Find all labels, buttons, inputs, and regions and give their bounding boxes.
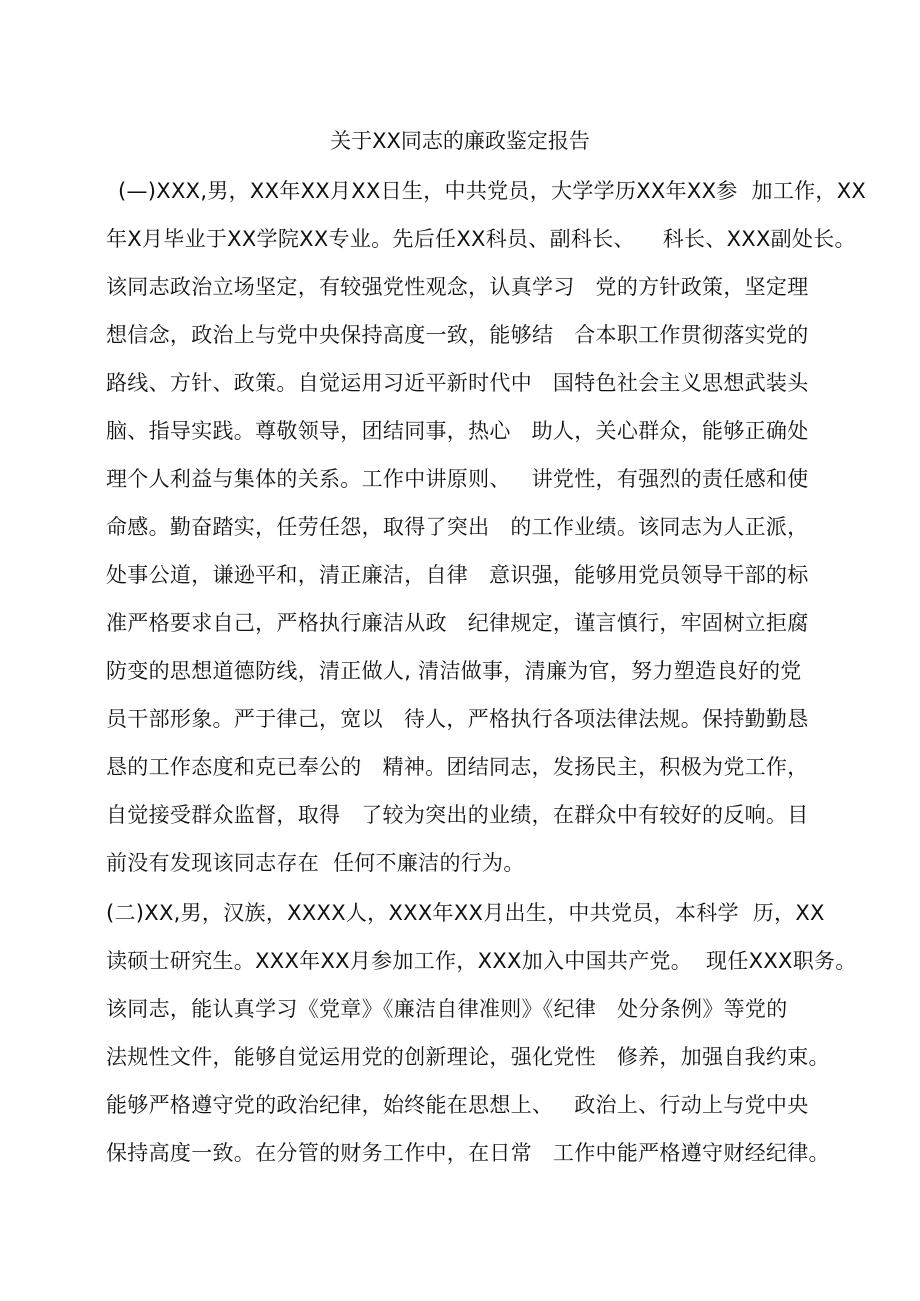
section1-line-15: 前没有发现该同志存在 任何不廉洁的行为。 [106,851,525,875]
section1-line-2: 年X月毕业于XX学院XX专业。先后任XX科员、副科长、 科长、XXX副处长。 [106,227,856,251]
document-title: 关于XX同志的廉政鉴定报告 [330,129,590,153]
section2-line-3: 该同志，能认真学习《党章》《廉洁自律准则》《纪律 处分条例》等党的 [106,997,788,1021]
section1-line-7: 理个人利益与集体的关系。工作中讲原则、 讲党性，有强烈的责任感和使 [106,467,809,491]
section1-line-3: 该同志政治立场坚定，有较强党性观念，认真学习 党的方针政策，坚定理 [106,275,809,299]
section1-line-12: 员干部形象。严于律己，宽以 待人，严格执行各项法律法规。保持勤勤恳 [106,707,809,731]
section1-line-10: 准严格要求自己，严格执行廉洁从政 纪律规定，谨言慎行，牢固树立拒腐 [106,611,809,635]
section1-line-11: 防变的思想道德防线，清正做人, 清洁做事，清廉为官，努力塑造良好的党 [106,659,802,683]
section2-line-1: (二)XX,男，汉族，XXXX人，XXX年XX月出生，中共党员，本科学 历，XX [106,901,825,925]
section2-line-4: 法规性文件，能够自觉运用党的创新理论，强化党性 修养，加强自我约束。 [106,1045,830,1069]
section1-line-5: 路线、方针、政策。自觉运用习近平新时代中 国特色社会主义思想武装头 [106,371,809,395]
section1-line-13: 恳的工作态度和克已奉公的 精神。团结同志，发扬民主，积极为党工作， [106,755,809,779]
section1-line-6: 脑、指导实践。尊敬领导，团结同事，热心 助人，关心群众，能够正确处 [106,419,809,443]
section1-line-14: 自觉接受群众监督，取得 了较为突出的业绩，在群众中有较好的反响。目 [106,803,809,827]
section2-line-5: 能够严格遵守党的政治纪律，始终能在思想上、 政治上、行动上与党中央 [106,1093,809,1117]
section1-line-8: 命感。勤奋踏实，任劳任怨，取得了突出 的工作业绩。该同志为人正派， [106,515,809,539]
section1-line-1: (—)XXX,男，XX年XX月XX日生，中共党员，大学学历XX年XX参 加工作，XX [118,179,867,203]
section1-line-4: 想信念，政治上与党中央保持高度一致，能够结 合本职工作贯彻落实党的 [106,323,809,347]
section2-line-6: 保持高度一致。在分管的财务工作中，在日常 工作中能严格遵守财经纪律。 [106,1141,830,1165]
section1-line-9: 处事公道，谦逊平和，清正廉洁，自律 意识强，能够用党员领导干部的标 [106,563,809,587]
section2-line-2: 读硕士研究生。XXX年XX月参加工作，XXX加入中国共产党。 现任XXX职务。 [106,949,857,973]
